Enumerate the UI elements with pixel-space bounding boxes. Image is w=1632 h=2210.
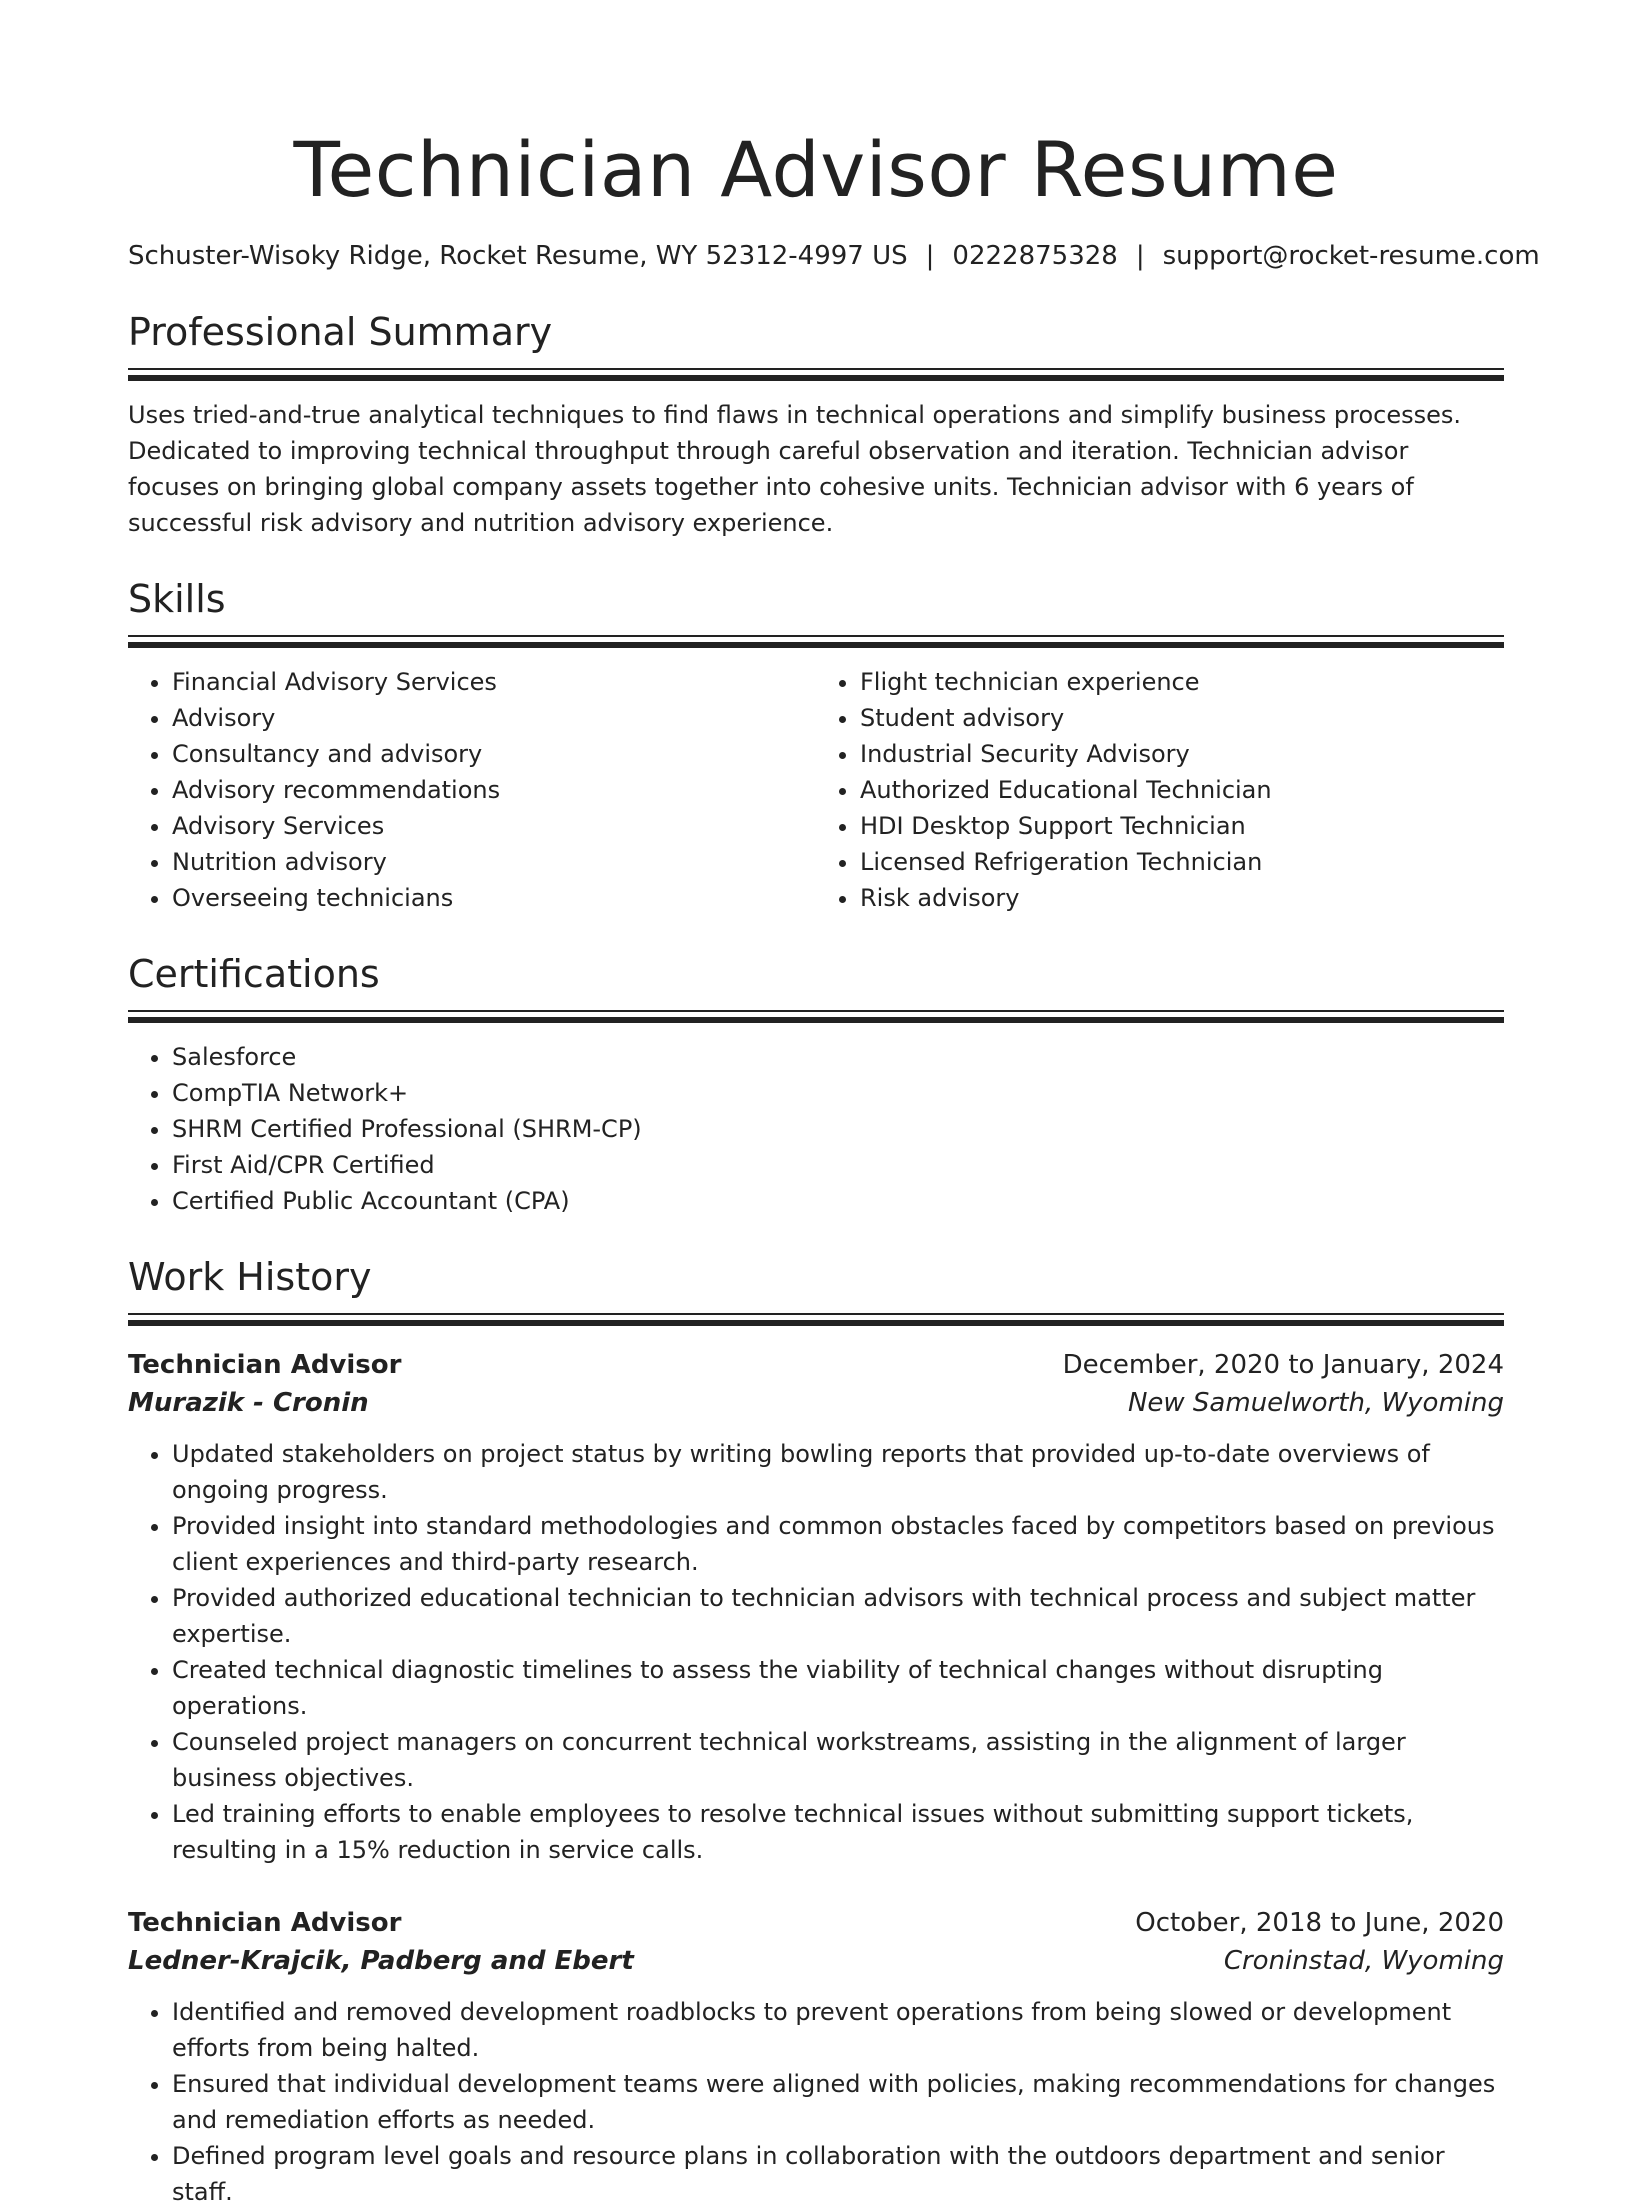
job-bullet: • Provided authorized educational technician to technician advisors with technical process and subject matter expertise.: [172, 1580, 1504, 1652]
skill-item: • Overseeing technicians: [172, 880, 816, 916]
job-bullet: • Ensured that individual development teams were aligned with policies, making recommendations for changes and remediation efforts as needed.: [172, 2066, 1504, 2138]
certifications-section-header: [128, 950, 1504, 1023]
job-title: Technician Advisor: [128, 1908, 402, 1938]
job-bullet: • Created technical diagnostic timelines to assess the viability of technical changes without disrupting operations.: [172, 1652, 1504, 1724]
resume-page: [128, 0, 1540, 2210]
job-entry: [128, 1346, 1504, 1868]
job-bullets: [128, 1436, 1504, 1868]
job-bullet: • Counseled project managers on concurrent technical workstreams, assisting in the alignment of larger business objectives.: [172, 1724, 1504, 1796]
section-rule: [128, 635, 1504, 648]
skill-item: • Advisory Services: [172, 808, 816, 844]
job-bullet: • Updated stakeholders on project status by writing bowling reports that provided up-to-date overviews of ongoing progress.: [172, 1436, 1504, 1508]
job-location: New Samuelworth, Wyoming: [1127, 1388, 1504, 1418]
skills-section-header: [128, 575, 1504, 648]
summary-heading: Professional Summary: [128, 310, 553, 354]
skills-heading: Skills: [128, 577, 226, 621]
job-company-row: [128, 1942, 1504, 1980]
section-rule: [128, 1010, 1504, 1023]
certification-item: • First Aid/CPR Certified: [172, 1147, 1504, 1183]
skills-list: [128, 664, 1504, 916]
summary-section-header: [128, 308, 1504, 381]
job-location: Croninstad, Wyoming: [1223, 1946, 1504, 1976]
section-rule: [128, 1313, 1504, 1326]
skill-item: • Consultancy and advisory: [172, 736, 816, 772]
resume-title: Technician Advisor Resume: [293, 125, 1339, 214]
job-dates: October, 2018 to June, 2020: [1135, 1908, 1504, 1938]
job-bullet: • Defined program level goals and resource plans in collaboration with the outdoors department and senior staff.: [172, 2138, 1504, 2210]
contact-separator: |: [1135, 241, 1145, 271]
contact-separator: |: [925, 241, 935, 271]
work-history-section-header: [128, 1253, 1504, 1326]
skill-item: • Authorized Educational Technician: [860, 772, 1504, 808]
contact-address: Schuster-Wisoky Ridge, Rocket Resume, WY 52312-4997 US: [128, 241, 908, 271]
summary-text: Uses tried-and-true analytical techniques to find flaws in technical operations and simplify business processes. Dedicated to improving technical throughput through careful observation and iteration. Technician advisor focuses on bringing global company assets together into cohesive units. Technician advisor with 6 years of successful risk advisory and nutrition advisory experience.: [128, 401, 1461, 537]
skill-item: • Industrial Security Advisory: [860, 736, 1504, 772]
certifications-list: [128, 1039, 1504, 1219]
skill-item: • Financial Advisory Services: [172, 664, 816, 700]
job-company-row: [128, 1384, 1504, 1422]
contact-phone: 0222875328: [952, 241, 1118, 271]
job-bullet: • Led training efforts to enable employees to resolve technical issues without submitting support tickets, resulting in a 15% reduction in service calls.: [172, 1796, 1504, 1868]
job-company: Murazik - Cronin: [128, 1388, 369, 1418]
job-title-row: [128, 1904, 1504, 1942]
skills-column-right: [816, 664, 1504, 916]
job-title-row: [128, 1346, 1504, 1384]
skill-item: • Advisory: [172, 700, 816, 736]
skill-item: • Licensed Refrigeration Technician: [860, 844, 1504, 880]
skill-item: • Nutrition advisory: [172, 844, 816, 880]
job-bullet: • Identified and removed development roadblocks to prevent operations from being slowed or development efforts from being halted.: [172, 1994, 1504, 2066]
skill-item: • HDI Desktop Support Technician: [860, 808, 1504, 844]
contact-line: [128, 238, 1540, 274]
job-bullet: • Provided insight into standard methodologies and common obstacles faced by competitors based on previous client experiences and third-party research.: [172, 1508, 1504, 1580]
skills-column-left: [128, 664, 816, 916]
job-bullets: [128, 1994, 1504, 2210]
skill-item: • Student advisory: [860, 700, 1504, 736]
certification-item: • CompTIA Network+: [172, 1075, 1504, 1111]
section-rule: [128, 368, 1504, 381]
certification-item: • Salesforce: [172, 1039, 1504, 1075]
certification-item: • Certified Public Accountant (CPA): [172, 1183, 1504, 1219]
work-history-heading: Work History: [128, 1255, 372, 1299]
job-entry: [128, 1904, 1504, 2210]
skill-item: • Advisory recommendations: [172, 772, 816, 808]
certification-item: • SHRM Certified Professional (SHRM-CP): [172, 1111, 1504, 1147]
contact-email: support@rocket-resume.com: [1162, 241, 1540, 271]
certifications-heading: Certifications: [128, 952, 380, 996]
job-company: Ledner-Krajcik, Padberg and Ebert: [128, 1946, 634, 1976]
job-dates: December, 2020 to January, 2024: [1062, 1350, 1504, 1380]
job-title: Technician Advisor: [128, 1350, 402, 1380]
skill-item: • Risk advisory: [860, 880, 1504, 916]
skill-item: • Flight technician experience: [860, 664, 1504, 700]
